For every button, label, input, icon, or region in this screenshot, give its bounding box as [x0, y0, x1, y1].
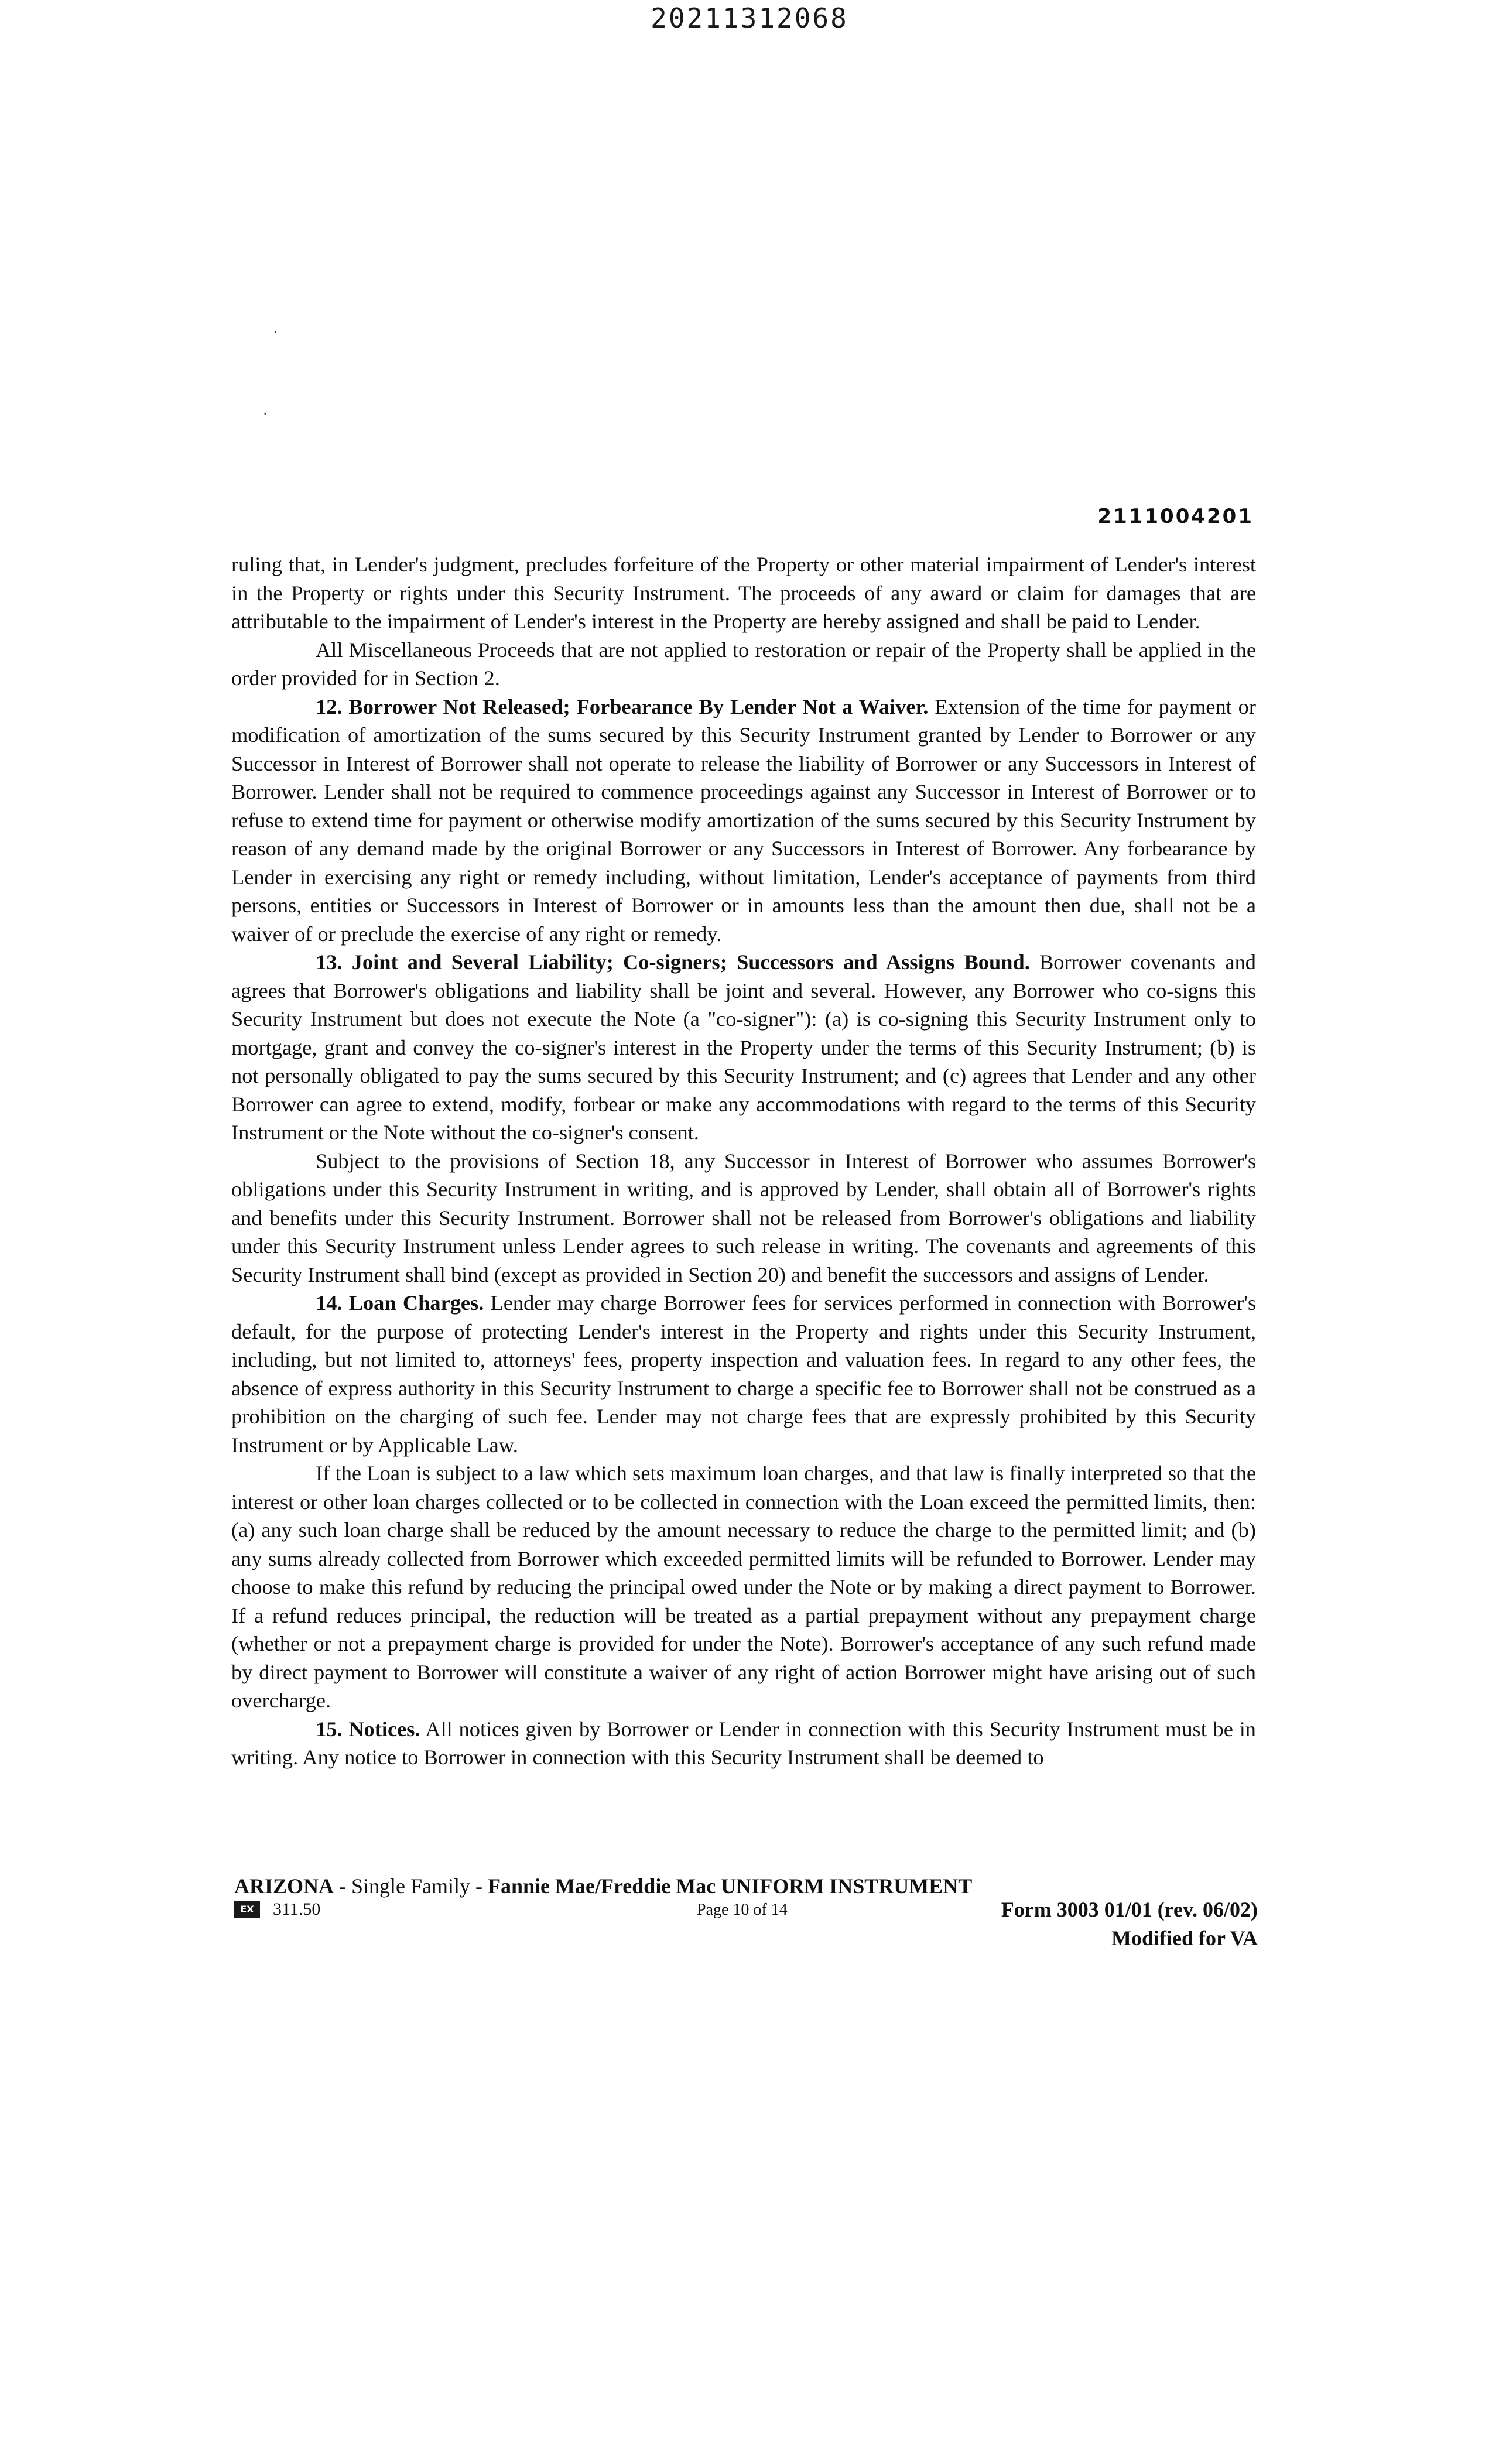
section-title: 12. Borrower Not Released; Forbearance By Lender Not a Waiver. [316, 694, 929, 718]
instrument-line [234, 1873, 1258, 1900]
paragraph-text: Extension of the time for payment or modification of amortization of the sums secured by this Security Instrument granted by Lender to Borrower or any Successor in Interest of Borrower shall not operate to release the liability of Borrower or any Successors in Interest of Borrower. Lender shall not be required to commence proceedings against any Successor in Interest of Borrower or to refuse to extend time for payment or otherwise modify amortization of the sums secured by this Security Instrument by reason of any demand made by the original Borrower or any Successors in Interest of Borrower. Any forbearance by Lender in exercising any right or remedy including, without limitation, Lender's acceptance of payments from third persons, entities or Successors in Interest of Borrower or in amounts less than the amount then due, shall not be a waiver of or preclude the exercise of any right or remedy. [231, 694, 1256, 946]
scan-speck: . [263, 403, 267, 417]
recording-number: 20211312068 [651, 2, 848, 34]
page-footer [234, 1873, 1258, 1951]
modified-note: Modified for VA [1111, 1926, 1258, 1950]
form-code-number: 311.50 [273, 1900, 321, 1919]
section-14 [231, 1289, 1256, 1459]
footer-row [234, 1900, 1258, 1925]
paragraph-loan-charges-limit [231, 1459, 1256, 1715]
document-body [231, 550, 1256, 1772]
section-13 [231, 948, 1256, 1147]
paragraph-text: If the Loan is subject to a law which sets maximum loan charges, and that law is finally interpreted so that the interest or other loan charges collected or to be collected in connection with the Loan exceed the permitted limits, then: (a) any such loan charge shall be reduced by the amount necessary to reduce the charge to the permitted limit; and (b) any sums already collected from Borrower which exceeded permitted limits will be refunded to Borrower. Lender may choose to make this refund by reducing the principal owed under the Note or by making a direct payment to Borrower. If a refund reduces principal, the reduction will be treated as a partial prepayment without any prepayment charge (whether or not a prepayment charge is provided for under the Note). Borrower's acceptance of any such refund made by direct payment to Borrower will constitute a waiver of any right of action Borrower might have arising out of such overcharge. [231, 1462, 1256, 1712]
paragraph-11-continued [231, 550, 1256, 636]
paragraph-text: Subject to the provisions of Section 18, any Successor in Interest of Borrower who assumes Borrower's obligations under this Security Instrument in writing, and is approved by Lender, shall obtain all of Borrower's rights and benefits under this Security Instrument. Borrower shall not be released from Borrower's obligations and liability under this Security Instrument unless Lender agrees to such release in writing. The covenants and agreements of this Security Instrument shall bind (except as provided in Section 20) and benefit the successors and assigns of Lender. [231, 1149, 1256, 1286]
loan-number: 2111004201 [1097, 505, 1254, 528]
paragraph-text: All Miscellaneous Proceeds that are not applied to restoration or repair of the Property shall be applied in the order provided for in Section 2. [231, 638, 1256, 690]
scan-speck: . [274, 321, 278, 336]
paragraph-text: All notices given by Borrower or Lender in connection with this Security Instrument must be in writing. Any notice to Borrower in connection with this Security Instrument shall be deemed to [231, 1717, 1256, 1769]
paragraph-text: ruling that, in Lender's judgment, precludes forfeiture of the Property or other material impairment of Lender's interest in the Property or rights under this Security Instrument. The proceeds of any award or claim for damages that are attributable to the impairment of Lender's interest in the Property are hereby assigned and shall be paid to Lender. [231, 553, 1256, 633]
paragraph-successors [231, 1147, 1256, 1289]
form-id: Form 3003 01/01 (rev. 06/02) [1001, 1898, 1258, 1921]
section-12 [231, 693, 1256, 949]
paragraph-text: Lender may charge Borrower fees for services performed in connection with Borrower's default, for the purpose of protecting Lender's interest in the Property and rights under this Security Instrument, including, but not limited to, attorneys' fees, property inspection and valuation fees. In regard to any other fees, the absence of express authority in this Security Instrument to charge a specific fee to Borrower shall not be construed as a prohibition on the charging of such fee. Lender may not charge fees that are expressly prohibited by this Security Instrument or by Applicable Law. [231, 1291, 1257, 1457]
paragraph-miscellaneous-proceeds [231, 636, 1256, 693]
page-number: Page 10 of 14 [697, 1901, 788, 1919]
paragraph-text: Borrower covenants and agrees that Borrower's obligations and liability shall be joint and several. However, any Borrower who co-signs this Security Instrument but does not execute the Note (a "co-signer"): (a) is co-signing this Security Instrument only to mortgage, grant and convey the co-signer's interest in the Property under the terms of this Security Instrument; (b) is not personally obligated to pay the sums secured by this Security Instrument; and (c) agrees that Lender and any other Borrower can agree to extend, modify, forbear or make any accommodations with regard to the terms of this Security Instrument or the Note without the co-signer's consent. [231, 950, 1256, 1144]
section-title: 15. Notices. [316, 1717, 420, 1741]
ex-logo-icon: EX [234, 1901, 260, 1918]
section-title: 14. Loan Charges. [316, 1291, 484, 1315]
footer-state: ARIZONA [234, 1874, 334, 1898]
section-15 [231, 1715, 1256, 1772]
form-code [234, 1900, 320, 1919]
footer-separator: - Single Family - [334, 1874, 488, 1898]
section-title: 13. Joint and Several Liability; Co-signers; Successors and Assigns Bound. [316, 950, 1030, 974]
footer-instrument: Fannie Mae/Freddie Mac UNIFORM INSTRUMENT [488, 1874, 973, 1898]
